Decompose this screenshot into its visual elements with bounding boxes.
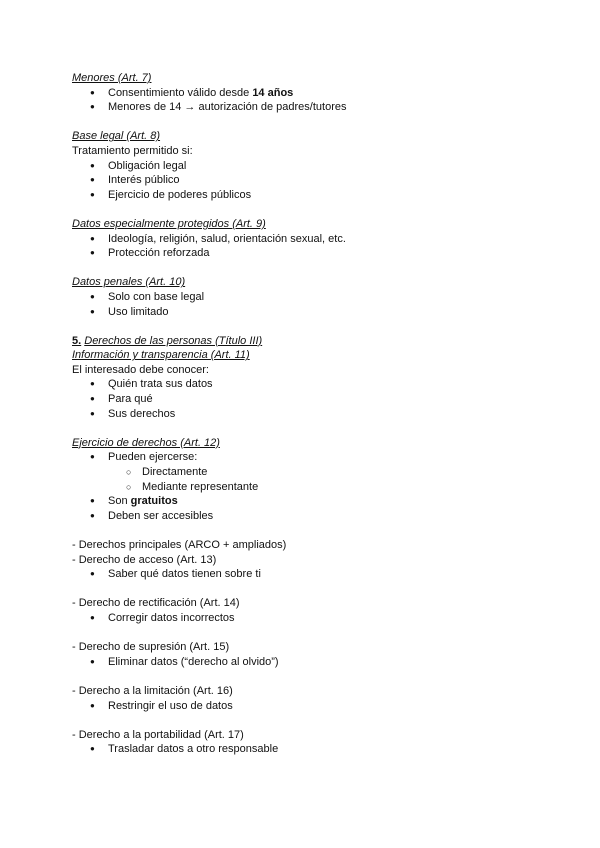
bullet-icon: ● — [90, 612, 95, 622]
list-item: ● Corregir datos incorrectos — [90, 611, 235, 624]
bullet-icon: ● — [90, 569, 95, 579]
list-item: ● Para qué — [90, 393, 153, 406]
bullet-icon: ● — [90, 510, 95, 520]
list-item: ● Son gratuitos — [90, 495, 178, 508]
list-item: ● Consentimiento válido desde 14 años — [90, 86, 294, 99]
bullet-icon: ● — [90, 496, 95, 506]
bullet-icon: ● — [90, 291, 95, 301]
bullet-icon: ● — [90, 744, 95, 754]
section-heading-menores: Menores (Art. 7) — [72, 72, 152, 84]
paragraph: - Derecho a la portabilidad (Art. 17) — [72, 728, 244, 741]
bullet-icon: ● — [90, 700, 95, 710]
bullet-icon: ● — [90, 306, 95, 316]
bullet-icon: ● — [90, 160, 95, 170]
paragraph: - Derecho de rectificación (Art. 14) — [72, 597, 240, 610]
sub-list-item: ○ Mediante representante — [126, 480, 259, 493]
list-item: ● Restringir el uso de datos — [90, 699, 233, 712]
document-page — [72, 71, 542, 757]
paragraph: - Derecho a la limitación (Art. 16) — [72, 684, 233, 697]
bullet-icon: ● — [90, 102, 95, 112]
list-item: ● Solo con base legal — [90, 290, 205, 303]
bullet-icon: ● — [90, 248, 95, 258]
paragraph: - Derecho de acceso (Art. 13) — [72, 553, 217, 566]
bullet-icon: ● — [90, 87, 95, 97]
list-item: ● Uso limitado — [90, 305, 169, 318]
bullet-icon: ● — [90, 379, 95, 389]
paragraph: Tratamiento permitido si: — [72, 144, 193, 157]
list-item: ● Ideología, religión, salud, orientación sexual, etc. — [90, 232, 346, 245]
bullet-icon: ● — [90, 233, 95, 243]
sub-list-item: ○ Directamente — [126, 466, 208, 479]
bullet-icon: ● — [90, 656, 95, 666]
list-item: ● Saber qué datos tienen sobre ti — [90, 568, 261, 581]
bullet-icon: ● — [90, 175, 95, 185]
section-heading-protegidos: Datos especialmente protegidos (Art. 9) — [72, 217, 266, 230]
list-item: ● Menores de 14 → autorización de padres/tutores — [90, 101, 347, 114]
list-item: ● Pueden ejercerse: — [90, 451, 198, 464]
section-heading-ejercicio: Ejercicio de derechos (Art. 12) — [72, 436, 220, 449]
bullet-icon: ● — [90, 452, 95, 462]
list-item: ● Ejercicio de poderes públicos — [90, 188, 252, 201]
bullet-icon: ● — [90, 394, 95, 404]
paragraph: El interesado debe conocer: — [72, 363, 209, 376]
subsection-heading-informacion: Información y transparencia (Art. 11) — [72, 349, 250, 362]
list-item: ● Trasladar datos a otro responsable — [90, 743, 279, 756]
list-item: ● Sus derechos — [90, 407, 176, 420]
bullet-icon: ● — [90, 408, 95, 418]
list-item: ● Protección reforzada — [90, 247, 210, 260]
section-heading-derechos: 5. Derechos de las personas (Título III) — [72, 334, 263, 347]
circle-bullet-icon: ○ — [126, 467, 132, 478]
bullet-icon: ● — [90, 189, 95, 199]
list-item: ● Quién trata sus datos — [90, 378, 213, 391]
list-item: ● Obligación legal — [90, 159, 187, 172]
list-item: ● Deben ser accesibles — [90, 509, 214, 522]
paragraph: - Derecho de supresión (Art. 15) — [72, 641, 230, 654]
section-heading-base-legal: Base legal (Art. 8) — [72, 130, 161, 143]
circle-bullet-icon: ○ — [126, 481, 132, 492]
list-item: ● Eliminar datos (“derecho al olvido”) — [90, 655, 279, 668]
list-item: ● Interés público — [90, 174, 180, 187]
paragraph: - Derechos principales (ARCO + ampliados) — [72, 539, 287, 551]
section-heading-penales: Datos penales (Art. 10) — [72, 276, 186, 289]
